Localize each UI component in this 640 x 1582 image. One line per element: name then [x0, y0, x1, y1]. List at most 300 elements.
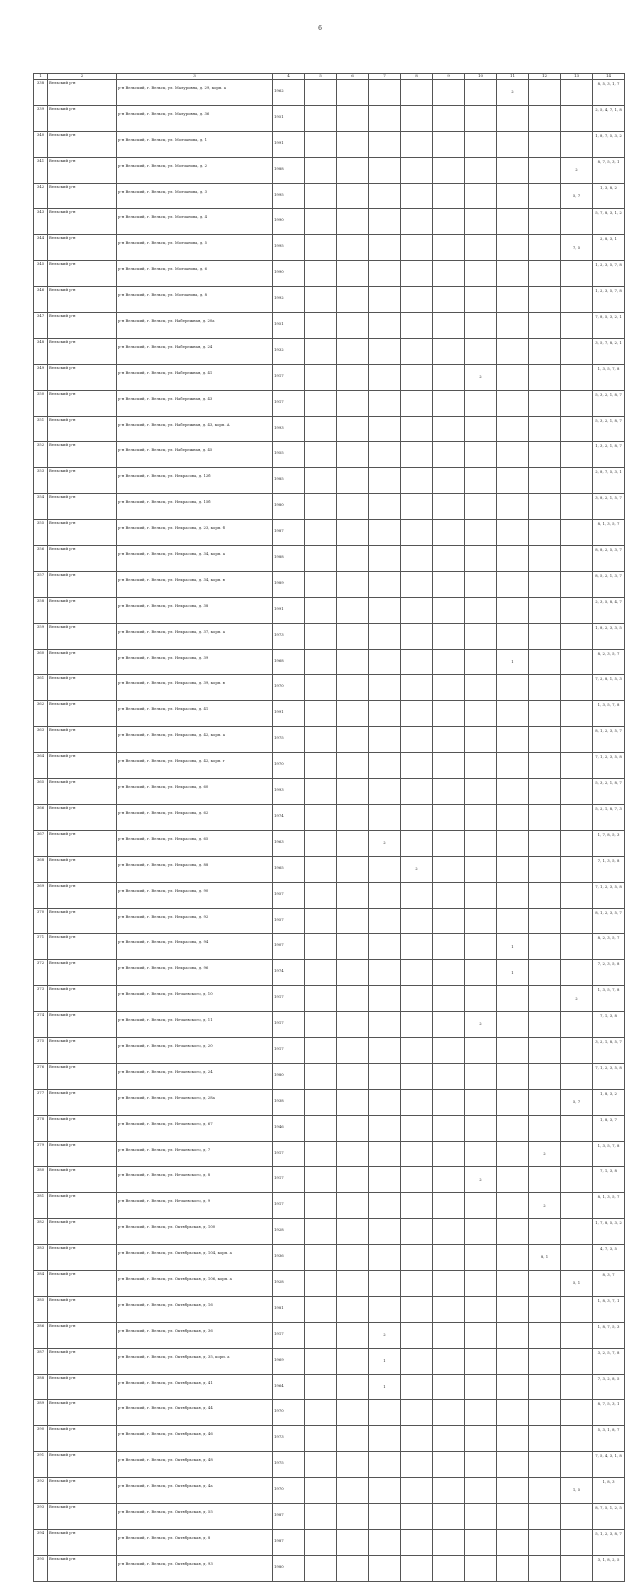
- count-cell: [529, 753, 561, 779]
- count-cell: [465, 209, 497, 235]
- codes-cell: 2, 8, 3, 1: [593, 235, 625, 261]
- empty-cell: [337, 520, 369, 546]
- codes-cell: [561, 1452, 593, 1478]
- row-number: 338: [34, 80, 48, 106]
- table-row: [34, 546, 625, 572]
- table-row: [34, 1270, 625, 1296]
- address-cell: р-н Вельский, г. Вельск, ул. Молчанова, д. 1: [117, 131, 273, 157]
- codes-cell: 7, 1, 3, 5, 8: [593, 856, 625, 882]
- empty-cell: [305, 1012, 337, 1038]
- count-cell: [465, 338, 497, 364]
- count-cell: [529, 830, 561, 856]
- register-table: [33, 73, 625, 1582]
- empty-cell: [337, 287, 369, 313]
- table-row: [34, 209, 625, 235]
- empty-cell: [433, 1141, 465, 1167]
- empty-cell: [433, 934, 465, 960]
- codes-cell: 3, 8, 2, 1, 5, 7: [593, 494, 625, 520]
- count-cell: [465, 390, 497, 416]
- count-cell: [401, 261, 433, 287]
- empty-cell: [337, 1555, 369, 1581]
- count-cell: [401, 390, 433, 416]
- empty-cell: [337, 597, 369, 623]
- district-cell: Вельский р-н: [48, 520, 117, 546]
- count-cell: [401, 1270, 433, 1296]
- col-header: 13: [561, 74, 593, 80]
- empty-cell: [305, 986, 337, 1012]
- count-cell: [401, 1012, 433, 1038]
- empty-cell: [305, 934, 337, 960]
- year-cell: 1917: [273, 1193, 305, 1219]
- year-cell: 1995: [273, 183, 305, 209]
- row-number: 370: [34, 908, 48, 934]
- empty-cell: [433, 1089, 465, 1115]
- district-cell: Вельский р-н: [48, 856, 117, 882]
- row-number: 383: [34, 1245, 48, 1271]
- count-cell: [401, 313, 433, 339]
- empty-cell: [305, 468, 337, 494]
- address-cell: р-н Вельский, г. Вельск, ул. Некрасова, д. 96: [117, 960, 273, 986]
- empty-cell: [305, 1141, 337, 1167]
- table-row: [34, 1555, 625, 1581]
- count-cell: [497, 520, 529, 546]
- count-cell: [369, 1426, 401, 1452]
- table-row: [34, 1426, 625, 1452]
- row-number: 384: [34, 1270, 48, 1296]
- row-number: 357: [34, 571, 48, 597]
- count-cell: [465, 416, 497, 442]
- codes-cell: 8, 7, 5, 3, 1: [593, 1400, 625, 1426]
- district-cell: Вельский р-н: [48, 1555, 117, 1581]
- empty-cell: [337, 649, 369, 675]
- district-cell: Вельский р-н: [48, 416, 117, 442]
- empty-cell: [337, 1167, 369, 1193]
- empty-cell: [305, 675, 337, 701]
- count-cell: [401, 105, 433, 131]
- codes-cell: [561, 623, 593, 649]
- codes-cell: 1, 5: [561, 1478, 593, 1504]
- empty-cell: [305, 1348, 337, 1374]
- count-cell: [401, 442, 433, 468]
- count-cell: [497, 546, 529, 572]
- codes-cell: [561, 1115, 593, 1141]
- table-row: [34, 960, 625, 986]
- district-cell: Вельский р-н: [48, 675, 117, 701]
- empty-cell: [305, 1374, 337, 1400]
- district-cell: Вельский р-н: [48, 261, 117, 287]
- empty-cell: [305, 80, 337, 106]
- count-cell: [497, 1193, 529, 1219]
- district-cell: Вельский р-н: [48, 1529, 117, 1555]
- table-row: [34, 416, 625, 442]
- address-cell: р-н Вельский, г. Вельск, ул. Нечаевского, д. 67: [117, 1115, 273, 1141]
- year-cell: 1980: [273, 1063, 305, 1089]
- row-number: 350: [34, 390, 48, 416]
- count-cell: [529, 209, 561, 235]
- year-cell: 1975: [273, 727, 305, 753]
- codes-cell: [561, 209, 593, 235]
- table-row: [34, 1452, 625, 1478]
- count-cell: 1: [497, 934, 529, 960]
- count-cell: [497, 390, 529, 416]
- empty-cell: [433, 364, 465, 390]
- row-number: 376: [34, 1063, 48, 1089]
- row-number: 390: [34, 1426, 48, 1452]
- year-cell: 1993: [273, 779, 305, 805]
- count-cell: [497, 1245, 529, 1271]
- address-cell: р-н Вельский, г. Вельск, ул. Октябрьская, д. 55: [117, 1503, 273, 1529]
- count-cell: [497, 494, 529, 520]
- count-cell: [529, 908, 561, 934]
- count-cell: [369, 338, 401, 364]
- row-number: 373: [34, 986, 48, 1012]
- empty-cell: [433, 1322, 465, 1348]
- empty-cell: [337, 442, 369, 468]
- district-cell: Вельский р-н: [48, 1322, 117, 1348]
- row-number: 342: [34, 183, 48, 209]
- empty-cell: [433, 183, 465, 209]
- codes-cell: 8, 7, 5, 1, 2, 5: [593, 1503, 625, 1529]
- empty-cell: [337, 701, 369, 727]
- district-cell: Вельский р-н: [48, 1193, 117, 1219]
- count-cell: [369, 80, 401, 106]
- count-cell: [529, 494, 561, 520]
- count-cell: [497, 131, 529, 157]
- codes-cell: [561, 1245, 593, 1271]
- count-cell: [401, 1063, 433, 1089]
- empty-cell: [433, 105, 465, 131]
- address-cell: р-н Вельский, г. Вельск, ул. Набережная, д. 41: [117, 364, 273, 390]
- empty-cell: [337, 908, 369, 934]
- count-cell: [401, 1555, 433, 1581]
- codes-cell: 7, 8, 5, 3, 2, 1: [593, 313, 625, 339]
- codes-cell: [561, 390, 593, 416]
- codes-cell: [561, 494, 593, 520]
- year-cell: 1987: [273, 520, 305, 546]
- count-cell: [497, 313, 529, 339]
- count-cell: [369, 1167, 401, 1193]
- count-cell: [529, 1322, 561, 1348]
- count-cell: [529, 623, 561, 649]
- address-cell: р-н Вельский, г. Вельск, ул. Некрасова, д. 62: [117, 804, 273, 830]
- codes-cell: [561, 1529, 593, 1555]
- count-cell: [529, 364, 561, 390]
- count-cell: 2: [529, 1193, 561, 1219]
- empty-cell: [433, 882, 465, 908]
- count-cell: [465, 468, 497, 494]
- address-cell: р-н Вельский, г. Вельск, ул. Некрасова, д. 94: [117, 934, 273, 960]
- count-cell: [401, 623, 433, 649]
- codes-cell: 5, 3, 1, 8, 7: [593, 1426, 625, 1452]
- year-cell: 1932: [273, 338, 305, 364]
- empty-cell: [305, 157, 337, 183]
- count-cell: [529, 442, 561, 468]
- count-cell: [529, 390, 561, 416]
- codes-cell: [561, 597, 593, 623]
- count-cell: 2: [465, 364, 497, 390]
- count-cell: [497, 1037, 529, 1063]
- count-cell: [529, 546, 561, 572]
- empty-cell: [433, 830, 465, 856]
- table-row: [34, 1478, 625, 1504]
- count-cell: [369, 1400, 401, 1426]
- codes-cell: [561, 856, 593, 882]
- address-cell: р-н Вельский, г. Вельск, ул. Набережная, д. 24: [117, 338, 273, 364]
- count-cell: [369, 753, 401, 779]
- count-cell: [497, 986, 529, 1012]
- count-cell: [497, 416, 529, 442]
- count-cell: [465, 1115, 497, 1141]
- empty-cell: [337, 727, 369, 753]
- count-cell: 2: [497, 80, 529, 106]
- empty-cell: [305, 623, 337, 649]
- table-row: [34, 494, 625, 520]
- count-cell: [529, 882, 561, 908]
- district-cell: Вельский р-н: [48, 313, 117, 339]
- codes-cell: [561, 468, 593, 494]
- count-cell: [465, 1426, 497, 1452]
- codes-cell: 7, 1, 3, 8: [593, 1012, 625, 1038]
- count-cell: [369, 1063, 401, 1089]
- empty-cell: [337, 313, 369, 339]
- count-cell: [369, 701, 401, 727]
- address-cell: р-н Вельский, г. Вельск, ул. Некрасова, д. 37, корп. а: [117, 623, 273, 649]
- count-cell: [401, 468, 433, 494]
- col-header: 11: [497, 74, 529, 80]
- count-cell: [497, 1167, 529, 1193]
- empty-cell: [305, 597, 337, 623]
- empty-cell: [305, 804, 337, 830]
- address-cell: р-н Вельский, г. Вельск, ул. Некрасова, д. 12б: [117, 468, 273, 494]
- count-cell: [529, 1115, 561, 1141]
- codes-cell: 8, 1, 3, 5, 7: [593, 520, 625, 546]
- codes-cell: [561, 442, 593, 468]
- count-cell: [465, 287, 497, 313]
- count-cell: [497, 105, 529, 131]
- codes-cell: 8, 5, 3, 1, 7: [593, 80, 625, 106]
- empty-cell: [305, 1193, 337, 1219]
- count-cell: [401, 1193, 433, 1219]
- district-cell: Вельский р-н: [48, 183, 117, 209]
- district-cell: Вельский р-н: [48, 287, 117, 313]
- empty-cell: [337, 960, 369, 986]
- count-cell: [465, 571, 497, 597]
- col-header: 5: [305, 74, 337, 80]
- table-row: [34, 1348, 625, 1374]
- count-cell: 2: [369, 1322, 401, 1348]
- empty-cell: [337, 986, 369, 1012]
- district-cell: Вельский р-н: [48, 80, 117, 106]
- empty-cell: [433, 986, 465, 1012]
- count-cell: [529, 675, 561, 701]
- district-cell: Вельский р-н: [48, 753, 117, 779]
- count-cell: [369, 1193, 401, 1219]
- count-cell: [465, 1193, 497, 1219]
- count-cell: [497, 856, 529, 882]
- count-cell: [465, 1141, 497, 1167]
- address-cell: р-н Вельский, г. Вельск, ул. Октябрьская, д. 104, корп. а: [117, 1245, 273, 1271]
- col-header: 1: [34, 74, 48, 80]
- empty-cell: [337, 1322, 369, 1348]
- district-cell: Вельский р-н: [48, 960, 117, 986]
- year-cell: 1917: [273, 1037, 305, 1063]
- count-cell: [497, 1452, 529, 1478]
- count-cell: [465, 1400, 497, 1426]
- table-row: [34, 1037, 625, 1063]
- empty-cell: [305, 1167, 337, 1193]
- empty-cell: [337, 934, 369, 960]
- row-number: 387: [34, 1348, 48, 1374]
- count-cell: [369, 675, 401, 701]
- address-cell: р-н Вельский, г. Вельск, ул. Молчанова, д. 6: [117, 261, 273, 287]
- codes-cell: 7, 2, 8, 1, 5, 3: [593, 675, 625, 701]
- row-number: 341: [34, 157, 48, 183]
- count-cell: 1: [497, 649, 529, 675]
- empty-cell: [433, 1296, 465, 1322]
- district-cell: Вельский р-н: [48, 1270, 117, 1296]
- table-row: [34, 313, 625, 339]
- empty-cell: [305, 1503, 337, 1529]
- codes-cell: 4, 7, 3, 5: [593, 1245, 625, 1271]
- empty-cell: [305, 753, 337, 779]
- row-number: 367: [34, 830, 48, 856]
- row-number: 382: [34, 1219, 48, 1245]
- empty-cell: [337, 1529, 369, 1555]
- codes-cell: [561, 338, 593, 364]
- count-cell: [369, 1245, 401, 1271]
- table-row: [34, 261, 625, 287]
- district-cell: Вельский р-н: [48, 1063, 117, 1089]
- count-cell: [465, 934, 497, 960]
- empty-cell: [305, 779, 337, 805]
- count-cell: [369, 571, 401, 597]
- table-row: [34, 727, 625, 753]
- col-header: 12: [529, 74, 561, 80]
- empty-cell: [433, 1503, 465, 1529]
- year-cell: 1946: [273, 1115, 305, 1141]
- empty-cell: [337, 1426, 369, 1452]
- address-cell: р-н Вельский, г. Вельск, ул. Некрасова, д. 34, корп. в: [117, 571, 273, 597]
- count-cell: [529, 986, 561, 1012]
- count-cell: [401, 1219, 433, 1245]
- codes-cell: 2: [561, 986, 593, 1012]
- count-cell: 2: [465, 1167, 497, 1193]
- year-cell: 1965: [273, 856, 305, 882]
- count-cell: [465, 494, 497, 520]
- codes-cell: 5, 3, 2, 1, 8, 7: [593, 416, 625, 442]
- empty-cell: [305, 882, 337, 908]
- codes-cell: [561, 804, 593, 830]
- codes-cell: [561, 571, 593, 597]
- count-cell: [401, 1426, 433, 1452]
- count-cell: [401, 1348, 433, 1374]
- row-number: 364: [34, 753, 48, 779]
- district-cell: Вельский р-н: [48, 1167, 117, 1193]
- empty-cell: [305, 105, 337, 131]
- count-cell: [401, 571, 433, 597]
- count-cell: [369, 390, 401, 416]
- empty-cell: [433, 804, 465, 830]
- empty-cell: [305, 416, 337, 442]
- count-cell: [401, 1503, 433, 1529]
- table-row: [34, 1193, 625, 1219]
- table-row: [34, 287, 625, 313]
- count-cell: [465, 856, 497, 882]
- empty-cell: [337, 830, 369, 856]
- empty-cell: [433, 908, 465, 934]
- count-cell: [465, 1322, 497, 1348]
- count-cell: [465, 1089, 497, 1115]
- count-cell: [465, 727, 497, 753]
- count-cell: [369, 1219, 401, 1245]
- count-cell: [529, 701, 561, 727]
- col-header: 9: [433, 74, 465, 80]
- count-cell: [497, 1012, 529, 1038]
- table-row: [34, 830, 625, 856]
- row-number: 394: [34, 1529, 48, 1555]
- row-number: 347: [34, 313, 48, 339]
- empty-cell: [433, 313, 465, 339]
- count-cell: [369, 1296, 401, 1322]
- col-header: 7: [369, 74, 401, 80]
- empty-cell: [305, 1089, 337, 1115]
- empty-cell: [337, 1193, 369, 1219]
- count-cell: [369, 1555, 401, 1581]
- year-cell: 1988: [273, 546, 305, 572]
- empty-cell: [337, 468, 369, 494]
- count-cell: [529, 804, 561, 830]
- district-cell: Вельский р-н: [48, 494, 117, 520]
- count-cell: [401, 701, 433, 727]
- empty-cell: [433, 1400, 465, 1426]
- year-cell: 1991: [273, 701, 305, 727]
- count-cell: [497, 1348, 529, 1374]
- row-number: 359: [34, 623, 48, 649]
- empty-cell: [337, 1452, 369, 1478]
- count-cell: [369, 882, 401, 908]
- empty-cell: [433, 520, 465, 546]
- address-cell: р-н Вельский, г. Вельск, ул. Некрасова, д. 34, корп. а: [117, 546, 273, 572]
- empty-cell: [305, 727, 337, 753]
- empty-cell: [337, 856, 369, 882]
- row-number: 360: [34, 649, 48, 675]
- codes-cell: 8, 8, 2, 5, 3, 7: [593, 546, 625, 572]
- empty-cell: [305, 1115, 337, 1141]
- count-cell: [369, 649, 401, 675]
- address-cell: р-н Вельский, г. Вельск, ул. Октябрьская, д. 16: [117, 1296, 273, 1322]
- empty-cell: [433, 1063, 465, 1089]
- count-cell: [465, 105, 497, 131]
- row-number: 368: [34, 856, 48, 882]
- empty-cell: [433, 571, 465, 597]
- codes-cell: [561, 1555, 593, 1581]
- count-cell: [369, 856, 401, 882]
- address-cell: р-н Вельский, г. Вельск, ул. Нечаевского, д. 9: [117, 1193, 273, 1219]
- empty-cell: [337, 183, 369, 209]
- district-cell: Вельский р-н: [48, 1426, 117, 1452]
- count-cell: [529, 287, 561, 313]
- district-cell: Вельский р-н: [48, 830, 117, 856]
- count-cell: [465, 623, 497, 649]
- table-row: [34, 779, 625, 805]
- count-cell: [369, 908, 401, 934]
- address-cell: р-н Вельский, г. Вельск, ул. Набережная, д. 45: [117, 442, 273, 468]
- codes-cell: 1, 8, 3, 7, 1: [593, 1296, 625, 1322]
- count-cell: [465, 442, 497, 468]
- district-cell: Вельский р-н: [48, 235, 117, 261]
- count-cell: [497, 571, 529, 597]
- count-cell: [401, 1167, 433, 1193]
